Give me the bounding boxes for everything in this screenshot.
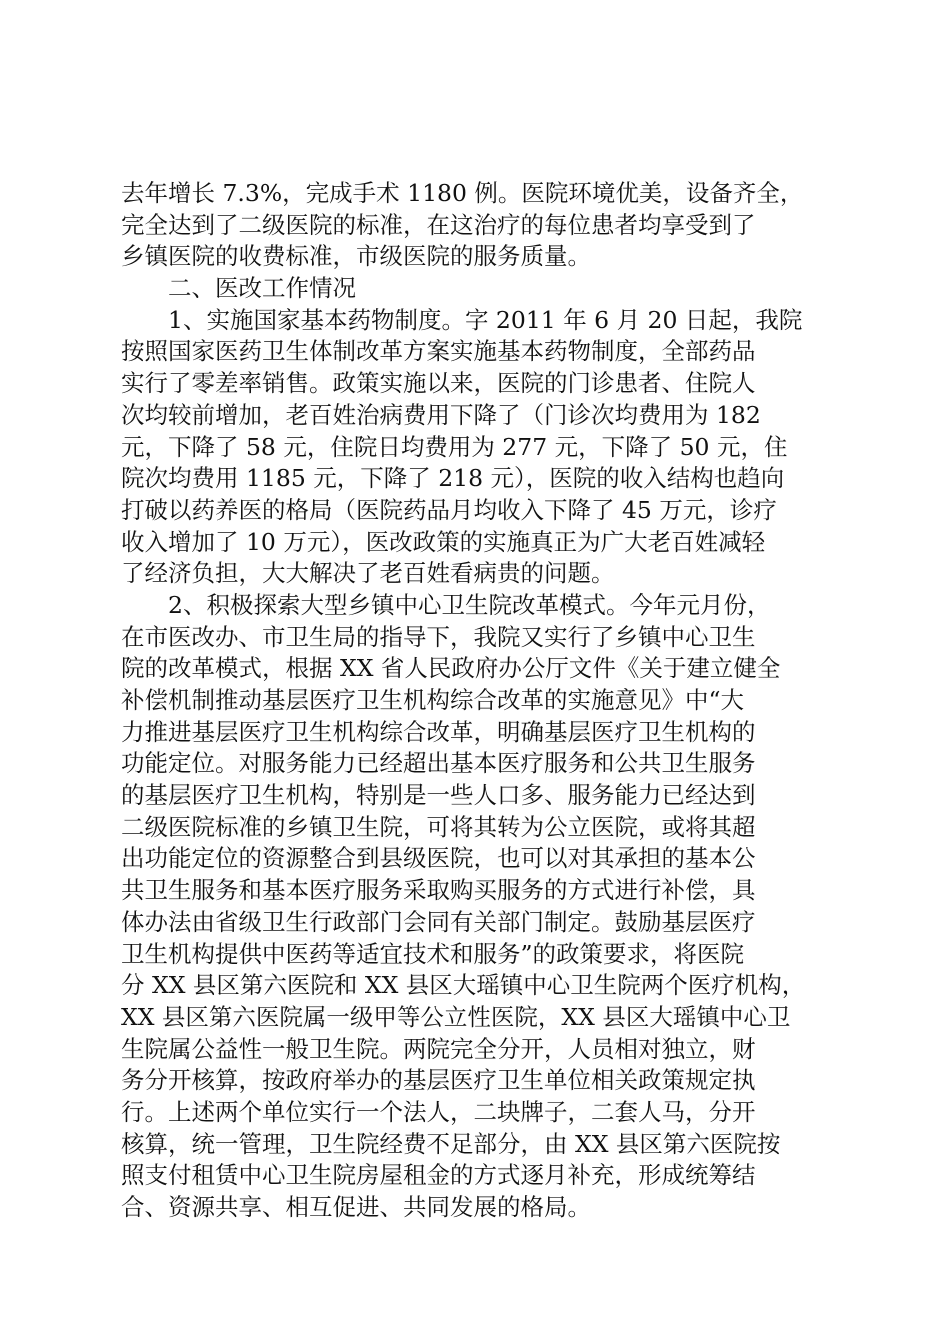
text-line: 了经济负担，大大解决了老百姓看病贵的问题。 (121, 559, 615, 588)
text-line: 行。上述两个单位实行一个法人，二块牌子，二套人马，分开 (121, 1097, 756, 1126)
text-line: 按照国家医药卫生体制改革方案实施基本药物制度，全部药品 (121, 337, 756, 366)
text-line: 力推进基层医疗卫生机构综合改革，明确基层医疗卫生机构的 (121, 717, 756, 746)
text-line: 照支付租赁中心卫生院房屋租金的方式逐月补充，形成统筹结 (121, 1161, 756, 1190)
text-line: 收入增加了 10 万元），医改政策的实施真正为广大老百姓减轻 (121, 527, 766, 556)
text-line: 二级医院标准的乡镇卫生院，可将其转为公立医院，或将其超 (121, 812, 756, 841)
text-line: 核算，统一管理，卫生院经费不足部分，由 XX 县区第六医院按 (121, 1129, 781, 1158)
document-body (121, 178, 833, 1224)
text-line: 体办法由省级卫生行政部门会同有关部门制定。鼓励基层医疗 (121, 907, 756, 936)
text-line: 乡镇医院的收费标准，市级医院的服务质量。 (121, 242, 591, 271)
text-line: 在市医改办、市卫生局的指导下，我院又实行了乡镇中心卫生 (121, 622, 756, 651)
text-line: 元，下降了 58 元，住院日均费用为 277 元，下降了 50 元，住 (121, 432, 788, 461)
text-line: 卫生机构提供中医药等适宜技术和服务”的政策要求，将医院 (121, 939, 745, 968)
text-line: 二、医改工作情况 (121, 274, 356, 303)
text-line: 打破以药养医的格局（医院药品月均收入下降了 45 万元，诊疗 (121, 495, 777, 524)
text-line: 合、资源共享、相互促进、共同发展的格局。 (121, 1193, 591, 1221)
text-line: 院次均费用 1185 元，下降了 218 元），医院的收入结构也趋向 (121, 464, 785, 493)
text-line: 补偿机制推动基层医疗卫生机构综合改革的实施意见》中“大 (121, 686, 745, 714)
text-line: 2、积极探索大型乡镇中心卫生院改革模式。今年元月份， (121, 590, 771, 619)
text-line: 去年增长 7.3%，完成手术 1180 例。医院环境优美，设备齐全， (121, 179, 804, 207)
text-line: 完全达到了二级医院的标准，在这治疗的每位患者均享受到了 (121, 210, 756, 239)
text-line: 生院属公益性一般卫生院。两院完全分开，人员相对独立，财 (121, 1034, 756, 1063)
text-line: 次均较前增加，老百姓治病费用下降了（门诊次均费用为 182 (121, 400, 761, 429)
text-line: 共卫生服务和基本医疗服务采取购买服务的方式进行补偿，具 (121, 876, 756, 905)
text-line: 的基层医疗卫生机构，特别是一些人口多、服务能力已经达到 (121, 781, 756, 810)
text-line: 院的改革模式，根据 XX 省人民政府办公厅文件《关于建立健全 (121, 654, 781, 683)
text-line: XX 县区第六医院属一级甲等公立性医院，XX 县区大瑶镇中心卫 (121, 1002, 791, 1031)
text-line: 1、实施国家基本药物制度。字 2011 年 6 月 20 日起，我院 (121, 305, 803, 334)
text-line: 出功能定位的资源整合到县级医院，也可以对其承担的基本公 (121, 844, 756, 873)
text-line: 实行了零差率销售。政策实施以来，医院的门诊患者、住院人 (121, 369, 756, 398)
text-line: 功能定位。对服务能力已经超出基本医疗服务和公共卫生服务 (121, 749, 756, 778)
text-line: 务分开核算，按政府举办的基层医疗卫生单位相关政策规定执 (121, 1066, 756, 1095)
text-line: 分 XX 县区第六医院和 XX 县区大瑶镇中心卫生院两个医疗机构， (121, 971, 806, 1000)
